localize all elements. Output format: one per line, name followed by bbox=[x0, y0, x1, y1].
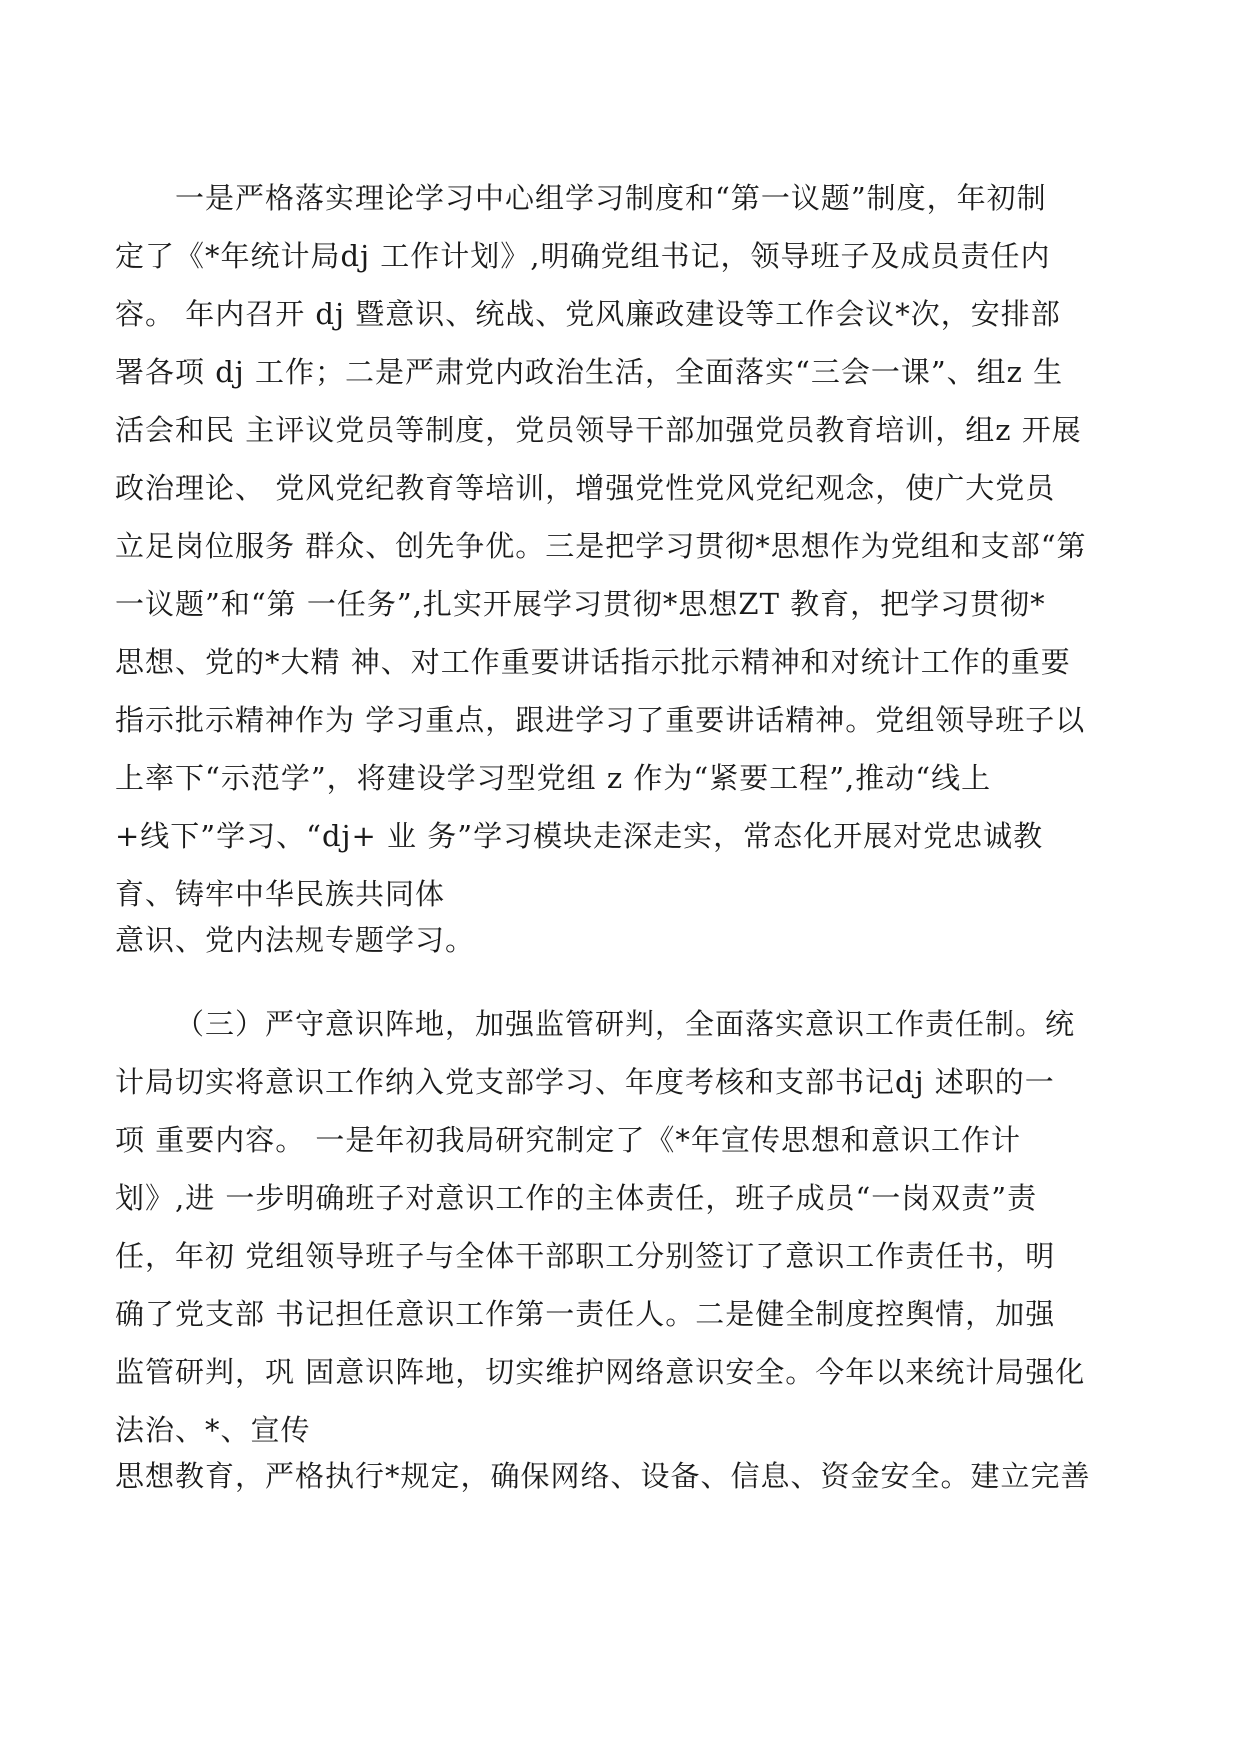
paragraph-1-line-14: 意识、党内法规专题学习。 bbox=[115, 923, 476, 957]
paragraph-2-line-4: 划》,进 一步明确班子对意识工作的主体责任，班子成员“一岗双责”责 bbox=[115, 1181, 1038, 1215]
paragraph-1-line-8: 一议题”和“第 一任务”,扎实开展学习贯彻*思想ZT 教育，把学习贯彻* bbox=[115, 587, 1046, 621]
paragraph-2-line-9: 思想教育，严格执行*规定，确保网络、设备、信息、资金安全。建立完善 bbox=[115, 1459, 1091, 1493]
paragraph-1-line-7: 立足岗位服务 群众、创先争优。三是把学习贯彻*思想作为党组和支部“第 bbox=[115, 529, 1087, 563]
paragraph-1-line-6: 政治理论、 党风党纪教育等培训，增强党性党风党纪观念，使广大党员 bbox=[115, 471, 1056, 505]
paragraph-2-line-3: 项 重要内容。 一是年初我局研究制定了《*年宣传思想和意识工作计 bbox=[115, 1123, 1021, 1157]
paragraph-1-line-12: +线下”学习、“dj+ 业 务”学习模块走深走实，常态化开展对党忠诚教 bbox=[115, 819, 1044, 853]
paragraph-1-line-13: 育、铸牢中华民族共同体 bbox=[115, 877, 446, 911]
paragraph-2-line-8: 法治、*、宣传 bbox=[115, 1413, 311, 1447]
paragraph-1-line-10: 指示批示精神作为 学习重点，跟进学习了重要讲话精神。党组领导班子以 bbox=[115, 703, 1086, 737]
paragraph-1-line-9: 思想、党的*大精 神、对工作重要讲话指示批示精神和对统计工作的重要 bbox=[115, 645, 1071, 679]
paragraph-2-line-6: 确了党支部 书记担任意识工作第一责任人。二是健全制度控舆情，加强 bbox=[115, 1297, 1056, 1331]
paragraph-1-line-4: 署各项 dj 工作；二是严肃党内政治生活，全面落实“三会一课”、组z 生 bbox=[115, 355, 1064, 389]
paragraph-2-line-5: 任，年初 党组领导班子与全体干部职工分别签订了意识工作责任书，明 bbox=[115, 1239, 1056, 1273]
paragraph-2-line-7: 监管研判，巩 固意识阵地，切实维护网络意识安全。今年以来统计局强化 bbox=[115, 1355, 1086, 1389]
paragraph-1-line-2: 定了《*年统计局dj 工作计划》,明确党组书记，领导班子及成员责任内 bbox=[115, 239, 1051, 273]
paragraph-2-line-1: （三）严守意识阵地，加强监管研判，全面落实意识工作责任制。统 bbox=[175, 1007, 1076, 1041]
paragraph-1-line-1: 一是严格落实理论学习中心组学习制度和“第一议题”制度，年初制 bbox=[175, 181, 1047, 215]
paragraph-1-line-11: 上率下“示范学”，将建设学习型党组 z 作为“紧要工程”,推动“线上 bbox=[115, 761, 992, 795]
paragraph-2-line-2: 计局切实将意识工作纳入党支部学习、年度考核和支部书记dj 述职的一 bbox=[115, 1065, 1055, 1099]
paragraph-1-line-5: 活会和民 主评议党员等制度，党员领导干部加强党员教育培训，组z 开展 bbox=[115, 413, 1082, 447]
paragraph-1-line-3: 容。 年内召开 dj 暨意识、统战、党风廉政建设等工作会议*次，安排部 bbox=[115, 297, 1061, 331]
